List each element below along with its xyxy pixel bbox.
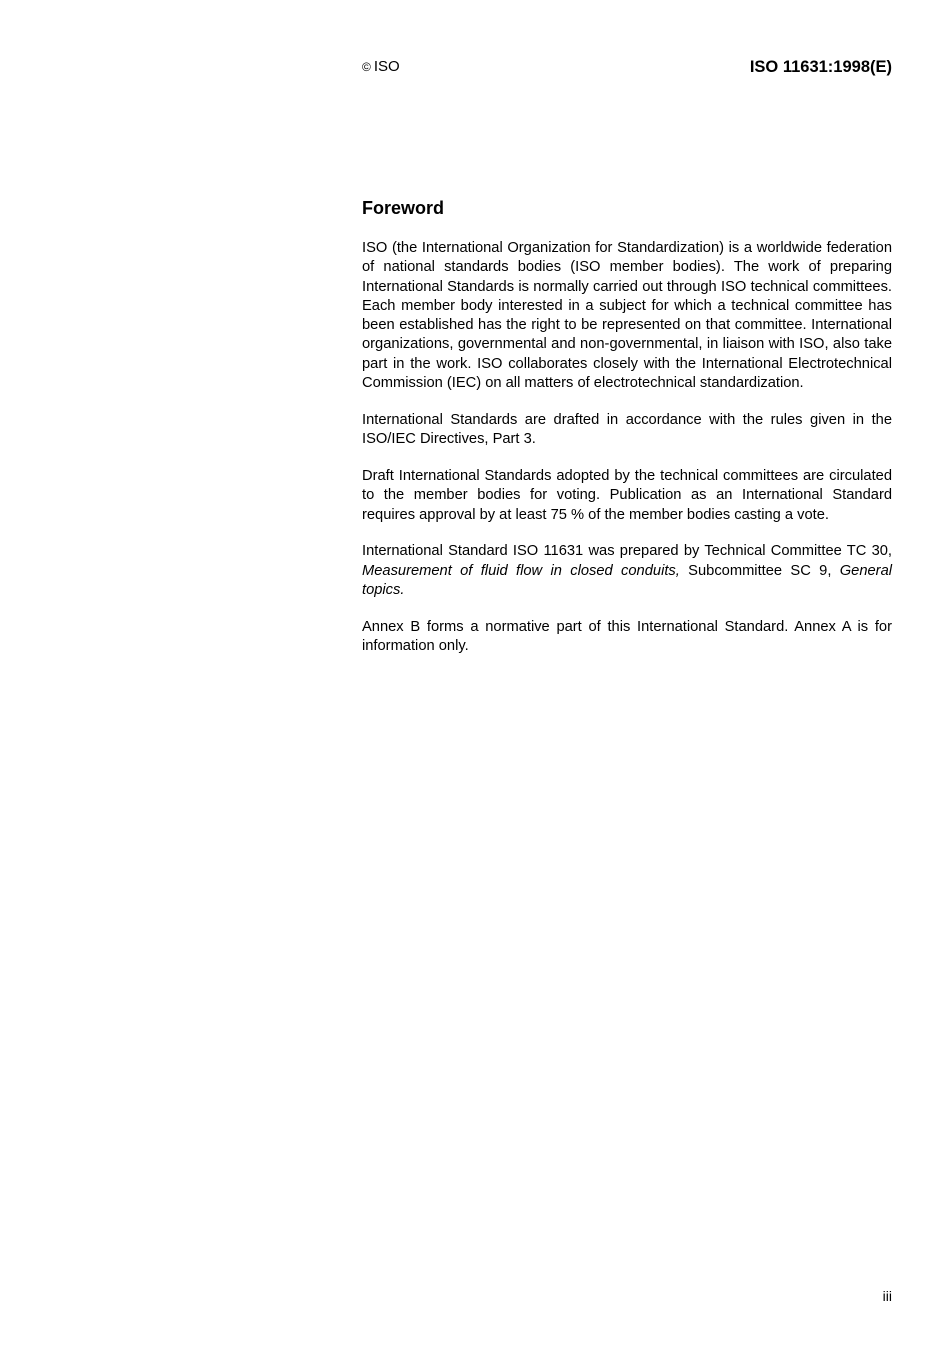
paragraph-4-text-a: International Standard ISO 11631 was prepared by Technical Committee TC 30, [362, 543, 892, 560]
foreword-body [362, 239, 892, 674]
committee-title: Measurement of fluid flow in closed conduits, [362, 562, 680, 579]
foreword-paragraph-5: Annex B forms a normative part of this International Standard. Annex A is for information only. [362, 618, 892, 655]
paragraph-4-text-b: Subcommittee SC 9, [679, 562, 840, 579]
header-copyright [362, 58, 400, 76]
foreword-paragraph-2: International Standards are drafted in accordance with the rules given in the ISO/IEC Directives, Part 3. [362, 411, 892, 448]
foreword-paragraph-4 [362, 542, 892, 600]
page-title: Foreword [362, 198, 445, 218]
foreword-paragraph-1: ISO (the International Organization for Standardization) is a worldwide federation of national standards bodies (ISO member bodies). The work of preparing International Standards is normally carried out through ISO technical committees. Each member body interested in a subject for which a technical committee has been established has the right to be represented on that committee. International organizations, governmental and non-governmental, in liaison with ISO, also take part in the work. ISO collaborates closely with the International Electrotechnical Commission (IEC) on all matters of electrotechnical standardization. [362, 240, 892, 392]
foreword-paragraph-3: Draft International Standards adopted by the technical committees are circulated to the member bodies for voting. Publication as an International Standard requires approval by at least 75 % of the member bodies casting a vote. [362, 467, 892, 523]
subcommittee-title: General topics. [362, 562, 893, 598]
header-organization: ISO [373, 58, 400, 75]
page-number: iii [882, 1288, 892, 1304]
copyright-symbol: © [362, 60, 371, 74]
document-number: ISO 11631:1998(E) [749, 58, 892, 76]
